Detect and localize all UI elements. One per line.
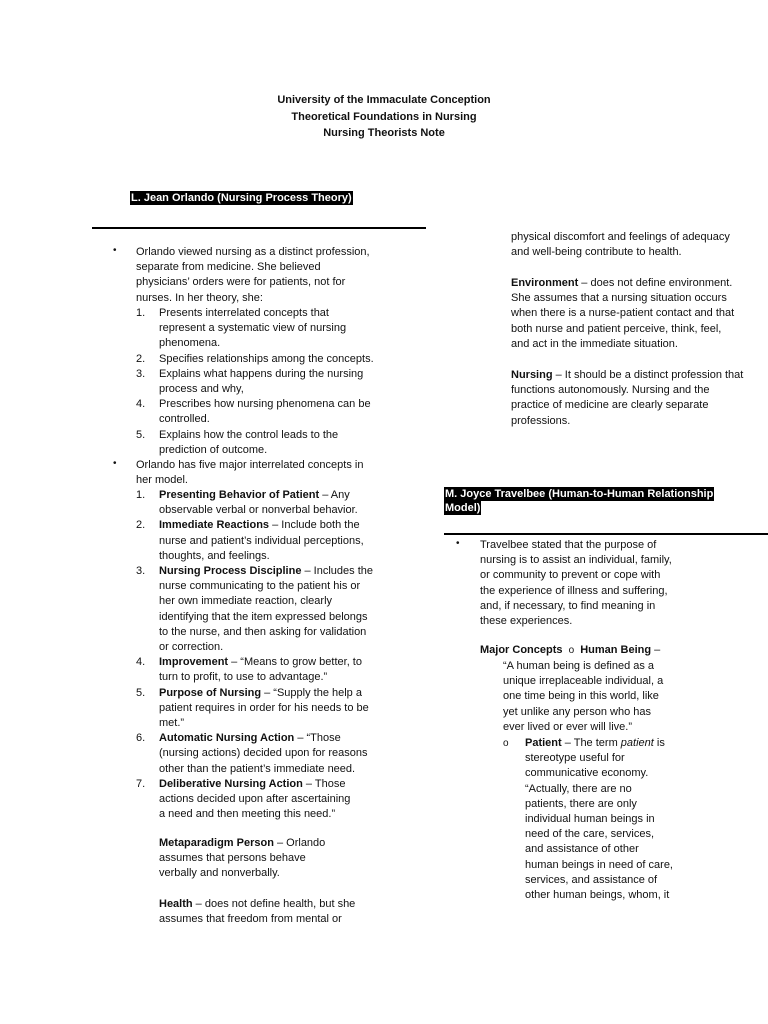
section-heading-travelbee xyxy=(444,487,714,515)
orlando-intro xyxy=(136,245,370,306)
list-number: 2. xyxy=(136,352,146,365)
text-line: to the nurse, and then asking for validation xyxy=(159,625,367,638)
concept-term: Human Being xyxy=(580,644,652,656)
text-line: Orlando viewed nursing as a distinct profession, xyxy=(136,246,370,258)
text-line: She assumes that a nursing situation occurs xyxy=(511,292,727,305)
text-line: the experience of illness and suffering, xyxy=(480,584,668,597)
text-line: communicative economy. xyxy=(525,767,649,780)
major-concepts-label: Major Concepts xyxy=(480,644,563,656)
text-line: a need and then meeting this need.” xyxy=(159,808,336,821)
bullet-2: • xyxy=(113,458,117,469)
heading-line: Model) xyxy=(445,502,481,514)
health-continued xyxy=(511,230,730,260)
concept-term: Improvement xyxy=(159,656,229,669)
list-number: 6. xyxy=(136,732,146,745)
list-item xyxy=(136,731,373,777)
text-line: Prescribes how nursing phenomena can be xyxy=(159,398,371,411)
text-span: – Orlando xyxy=(273,837,326,849)
text-line: and act in the immediate situation. xyxy=(511,337,678,350)
section-divider-right xyxy=(444,533,768,535)
concept-term: Purpose of Nursing xyxy=(159,686,262,699)
list-item xyxy=(136,428,374,458)
text-line: functions autonomously. Nursing and the xyxy=(511,384,710,397)
text-line xyxy=(159,836,325,851)
list-item xyxy=(136,777,373,823)
text-line: or correction. xyxy=(159,641,224,654)
text-line: Explains how the control leads to the xyxy=(159,428,339,441)
list-item xyxy=(136,518,373,564)
text-line: Orlando has five major interrelated concepts in xyxy=(136,459,364,471)
text-span: – does not define health, but she xyxy=(192,898,356,910)
text-line: (nursing actions) decided upon for reasons xyxy=(159,747,368,760)
text-line xyxy=(159,686,373,701)
list-item xyxy=(136,564,373,655)
concept-term: Immediate Reactions xyxy=(159,519,270,532)
text-span: – Those xyxy=(302,777,346,790)
text-span: – xyxy=(651,644,661,656)
concept-term: Metaparadigm Person xyxy=(159,837,274,849)
text-span: – The term xyxy=(561,737,621,749)
text-line: Presents interrelated concepts that xyxy=(159,307,329,319)
patient-definition xyxy=(525,736,673,903)
text-line: or community to prevent or cope with xyxy=(480,569,661,582)
text-line: nurses. In her theory, she: xyxy=(136,291,263,304)
text-line xyxy=(511,368,743,383)
text-line: her model. xyxy=(136,474,188,487)
text-line: and, if necessary, to find meaning in xyxy=(480,599,656,612)
text-line: these experiences. xyxy=(480,615,573,628)
text-line: patient requires in order for his needs to be xyxy=(159,701,369,714)
text-span: – Include both the xyxy=(269,519,360,532)
section-heading-orlando: L. Jean Orlando (Nursing Process Theory) xyxy=(131,192,352,204)
text-line xyxy=(525,736,673,751)
text-line: assumes that freedom from mental or xyxy=(159,913,342,926)
text-span: – Includes the xyxy=(301,565,373,578)
heading-line: M. Joyce Travelbee (Human-to-Human Relationship xyxy=(445,488,714,500)
text-line xyxy=(159,897,355,912)
concept-term: Patient xyxy=(525,737,562,749)
text-line: verbally and nonverbally. xyxy=(159,867,280,880)
doc-title-course: Theoretical Foundations in Nursing xyxy=(291,110,477,123)
text-line xyxy=(159,488,373,503)
circle-bullet-icon: o xyxy=(503,738,509,749)
text-line: when there is a nurse-patient contact and that xyxy=(511,307,735,320)
bullet-3: • xyxy=(456,538,460,549)
text-span: – does not define environment. xyxy=(578,277,733,289)
text-span: – “Supply the help a xyxy=(261,686,362,699)
text-line: yet unlike any person who has xyxy=(503,705,651,718)
concept-term: Deliberative Nursing Action xyxy=(159,777,303,790)
doc-title-note: Nursing Theorists Note xyxy=(323,127,445,139)
text-line: turn to profit, to use to advantage.” xyxy=(159,671,328,684)
list-number: 5. xyxy=(136,686,146,699)
metaparadigm-person xyxy=(159,836,325,882)
text-line: both nurse and patient perceive, think, feel, xyxy=(511,322,722,335)
doc-title-university: University of the Immaculate Conception xyxy=(277,94,491,106)
text-line: stereotype useful for xyxy=(525,752,625,765)
text-line xyxy=(159,564,373,579)
text-line: individual human beings in xyxy=(525,813,655,826)
text-line: separate from medicine. She believed xyxy=(136,261,321,274)
text-line: met.” xyxy=(159,717,185,730)
text-line: patients, there are only xyxy=(525,797,637,810)
list-item xyxy=(136,367,374,397)
text-line: observable verbal or nonverbal behavior. xyxy=(159,504,358,517)
text-line: her own immediate reaction, clearly xyxy=(159,595,333,608)
list-number: 1. xyxy=(136,489,146,501)
text-line: physical discomfort and feelings of adequacy xyxy=(511,231,730,243)
travelbee-purpose xyxy=(480,538,672,629)
concept-term: Health xyxy=(159,898,193,910)
list-number: 4. xyxy=(136,398,146,411)
text-line: thoughts, and feelings. xyxy=(159,549,270,562)
list-item xyxy=(136,306,374,352)
theory-features-list xyxy=(136,306,374,458)
text-span: – “Means to grow better, to xyxy=(228,656,362,669)
list-item xyxy=(136,686,373,732)
human-being-definition xyxy=(503,659,663,735)
text-line: Explains what happens during the nursing xyxy=(159,367,364,380)
text-line: represent a systematic view of nursing xyxy=(159,322,347,335)
list-number: 7. xyxy=(136,777,146,790)
text-line: Travelbee stated that the purpose of xyxy=(480,539,657,551)
text-line: controlled. xyxy=(159,413,210,426)
text-line: services, and assistance of xyxy=(525,873,658,886)
major-concepts-list xyxy=(136,488,373,822)
section-divider-left xyxy=(92,227,426,229)
text-span: is xyxy=(653,737,665,749)
list-number: 3. xyxy=(136,367,146,380)
list-number: 2. xyxy=(136,519,146,532)
text-line: professions. xyxy=(511,414,571,427)
concept-term: Nursing Process Discipline xyxy=(159,565,302,578)
list-number: 3. xyxy=(136,565,146,578)
metaparadigm-nursing xyxy=(511,368,743,429)
circle-bullet-icon: o xyxy=(568,645,575,656)
text-line: and well-being contribute to health. xyxy=(511,246,682,259)
text-line: and assistance of other xyxy=(525,843,639,856)
text-line: other than the patient’s immediate need. xyxy=(159,762,356,775)
text-line: unique irreplaceable individual, a xyxy=(503,675,664,688)
list-item xyxy=(136,397,374,427)
text-span: – Any xyxy=(319,489,350,501)
metaparadigm-environment xyxy=(511,276,734,352)
list-number: 1. xyxy=(136,307,146,319)
text-line xyxy=(511,276,734,291)
list-number: 5. xyxy=(136,428,146,441)
text-line xyxy=(159,777,373,792)
bullet-1: • xyxy=(113,245,117,256)
text-line: nurse and patient’s individual perceptions, xyxy=(159,534,364,547)
orlando-concepts-intro xyxy=(136,458,363,488)
text-line: nurse communicating to the patient his or xyxy=(159,580,361,593)
text-line: prediction of outcome. xyxy=(159,443,268,456)
text-line: one time being in this world, like xyxy=(503,690,659,703)
text-line: actions decided upon after ascertaining xyxy=(159,793,351,806)
text-line xyxy=(159,518,373,533)
text-line: process and why, xyxy=(159,383,244,396)
list-number: 4. xyxy=(136,656,146,669)
text-line: assumes that persons behave xyxy=(159,852,306,865)
concept-term: Environment xyxy=(511,277,579,289)
text-line: nursing is to assist an individual, family, xyxy=(480,554,672,567)
text-line xyxy=(159,655,373,670)
text-span: – It should be a distinct profession that xyxy=(552,369,744,381)
text-line xyxy=(159,731,373,746)
text-line: identifying that the item expressed belongs xyxy=(159,610,368,623)
text-line: “A human being is defined as a xyxy=(503,660,655,672)
text-line: phenomena. xyxy=(159,337,221,350)
text-line: practice of medicine are clearly separate xyxy=(511,399,709,412)
text-line: need of the care, services, xyxy=(525,828,655,841)
metaparadigm-health xyxy=(159,897,355,927)
major-concepts-line xyxy=(480,643,660,658)
text-line: “Actually, there are no xyxy=(525,782,632,795)
concept-term: Automatic Nursing Action xyxy=(159,732,295,745)
text-line: Specifies relationships among the concepts. xyxy=(159,352,374,365)
concept-term: Presenting Behavior of Patient xyxy=(159,489,320,501)
list-item xyxy=(136,352,374,367)
text-span: – “Those xyxy=(294,732,341,745)
text-span: patient xyxy=(620,737,654,749)
list-item xyxy=(136,488,373,518)
concept-term: Nursing xyxy=(511,369,553,381)
text-line: physicians’ orders were for patients, not for xyxy=(136,276,346,289)
list-item xyxy=(136,655,373,685)
text-line: human beings in need of care, xyxy=(525,858,673,871)
text-line: other human beings, whom, it xyxy=(525,889,670,902)
text-line: ever lived or ever will live.” xyxy=(503,720,632,733)
